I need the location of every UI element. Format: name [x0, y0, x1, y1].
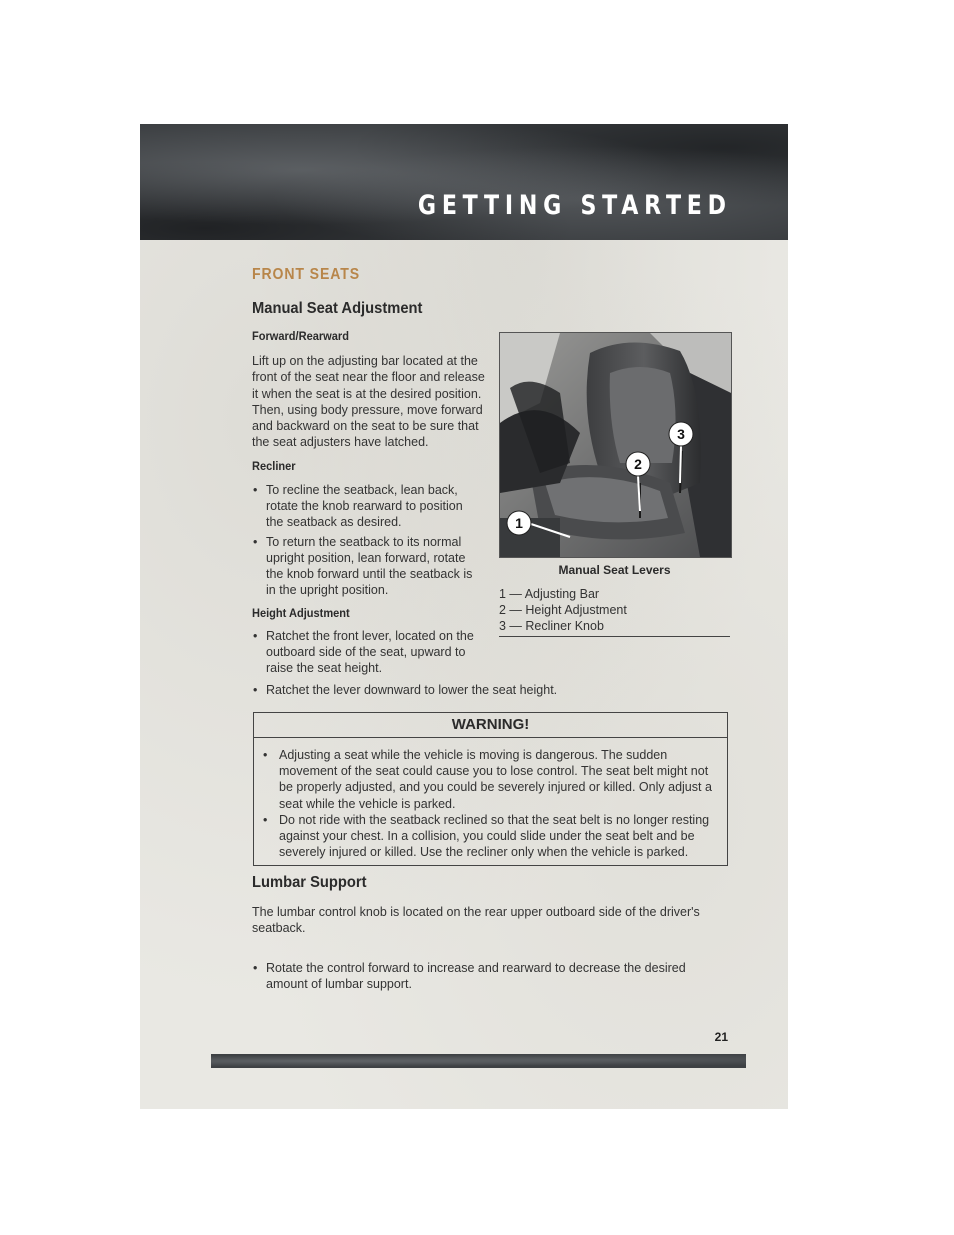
lumbar-text — [252, 904, 729, 937]
forward-rearward-text — [252, 353, 485, 451]
bullet-item — [252, 482, 485, 531]
text-line: upright position, lean forward, rotate — [266, 550, 466, 565]
footer-bar — [211, 1054, 746, 1068]
legend-item: 3 — Recliner Knob — [499, 619, 604, 633]
page-header-banner — [140, 124, 788, 240]
text-line: The lumbar control knob is located on the rear upper outboard side of the driver's — [252, 905, 700, 919]
text-line: Then, using body pressure, move forward — [252, 402, 483, 417]
text-line: To return the seatback to its normal — [266, 534, 462, 549]
text-line: Rotate the control forward to increase and rearward to decrease the desired — [266, 961, 686, 976]
bullet-item — [262, 747, 720, 812]
callout-3 — [669, 422, 693, 446]
legend-divider — [499, 636, 730, 637]
bullet-item — [252, 960, 729, 992]
height-bullets — [252, 628, 485, 677]
text-line: outboard side of the seat, upward to — [266, 645, 466, 660]
warning-title: WARNING! — [254, 713, 727, 738]
text-line: in the upright position. — [266, 583, 389, 598]
text-line: Lift up on the adjusting bar located at the — [252, 354, 478, 368]
figure-legend — [499, 586, 730, 634]
callout-label: 3 — [677, 426, 685, 442]
bullet-glyph: • — [253, 483, 258, 497]
figure-caption: Manual Seat Levers — [558, 563, 671, 577]
bullet-glyph: • — [253, 961, 258, 976]
callout-label: 2 — [634, 456, 642, 472]
bullet-item — [252, 628, 485, 677]
bullet-glyph: • — [263, 748, 268, 762]
text-line: the knob forward until the seatback is — [266, 567, 473, 582]
warning-body — [254, 738, 727, 860]
text-line: Do not ride with the seatback reclined so that the seat belt is no longer resting — [279, 812, 710, 827]
callout-label: 1 — [515, 515, 523, 531]
legend-item: 2 — Height Adjustment — [499, 603, 627, 617]
bullet-glyph: • — [263, 812, 268, 827]
callout-1 — [507, 511, 531, 535]
text-line: front of the seat near the floor and release — [252, 370, 485, 385]
height-adjustment-heading: Height Adjustment — [252, 606, 350, 620]
text-line: the seat adjusters have latched. — [252, 435, 429, 450]
manual-page — [140, 124, 788, 1109]
text-line: be properly adjusted, and you could be severely injured or killed. Only adjust a — [279, 780, 712, 795]
forward-rearward-heading: Forward/Rearward — [252, 329, 349, 343]
manual-seat-heading: Manual Seat Adjustment — [252, 300, 423, 317]
text-line: seat while the vehicle is parked. — [279, 796, 456, 811]
bullet-glyph: • — [253, 629, 258, 643]
bullet-glyph: • — [253, 534, 258, 549]
bullet-item — [262, 812, 720, 861]
text-line: and backward on the seat to be sure that — [252, 419, 479, 434]
legend-item: 1 — Adjusting Bar — [499, 587, 600, 601]
seat-photo — [499, 332, 732, 558]
text-line: severely injured or killed. Use the recliner only when the vehicle is parked. — [279, 845, 689, 860]
lumbar-support-heading: Lumbar Support — [252, 874, 367, 891]
page-number: 21 — [714, 1030, 728, 1044]
text-line: the seatback as desired. — [266, 515, 402, 530]
section-title: FRONT SEATS — [252, 266, 360, 283]
text-line: Adjusting a seat while the vehicle is moving is dangerous. The sudden — [279, 748, 668, 762]
text-line: it when the seat is at the desired position. — [252, 386, 482, 401]
text-line: To recline the seatback, lean back, — [266, 483, 458, 497]
recliner-bullets — [252, 482, 485, 598]
chapter-title: GETTING STARTED — [418, 190, 732, 221]
seat-illustration — [500, 333, 731, 557]
text-line: Ratchet the lever downward to lower the seat height. — [266, 683, 558, 697]
text-line: raise the seat height. — [266, 661, 383, 676]
bullet-item — [252, 534, 485, 599]
bullet-glyph: • — [253, 683, 258, 697]
text-line: Ratchet the front lever, located on the — [266, 629, 474, 643]
text-line: seatback. — [252, 921, 306, 936]
warning-box — [253, 712, 728, 866]
text-line: rotate the knob rearward to position — [266, 499, 463, 514]
callout-2 — [626, 452, 650, 476]
text-line: against your chest. In a collision, you could slide under the seat belt and be — [279, 829, 695, 844]
text-line: movement of the seat could cause you to lose control. The seat belt might not — [279, 764, 709, 779]
text-line: amount of lumbar support. — [266, 977, 412, 992]
recliner-heading: Recliner — [252, 459, 296, 473]
bullet-item — [252, 682, 726, 698]
